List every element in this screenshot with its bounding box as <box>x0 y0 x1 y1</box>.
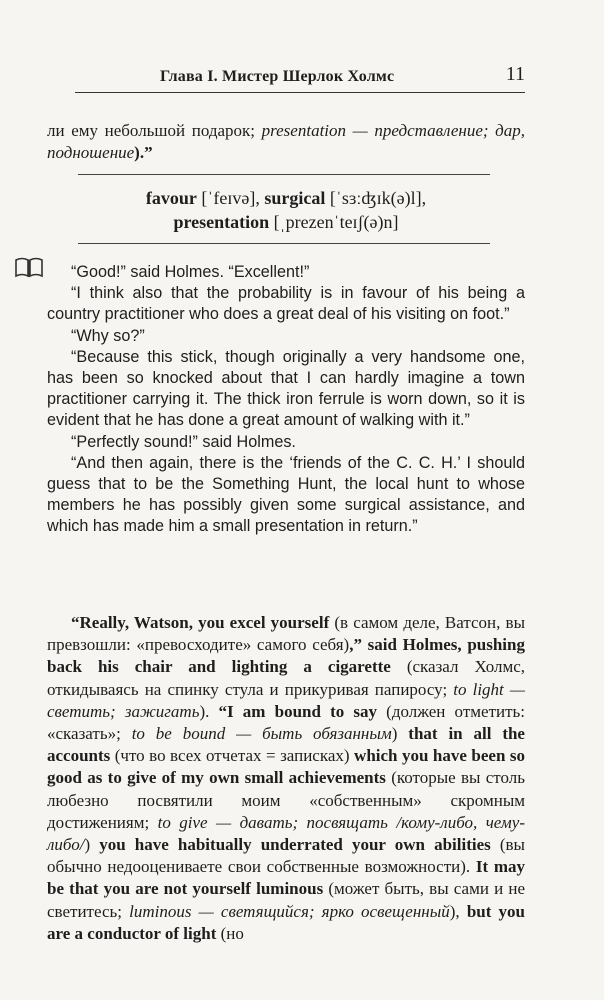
page-number: 11 <box>505 63 525 85</box>
vocab-top-rule <box>78 174 490 175</box>
english-line-5: “Perfectly sound!” said Holmes. <box>71 432 296 451</box>
vocab-bottom-rule <box>78 243 490 244</box>
open-book-icon <box>14 257 44 279</box>
english-line-3: “Why so?” <box>71 326 145 345</box>
english-line-4: “Because this stick, though originally a very handsome one, has been so knocked about that I can hardly imagine a town practitioner carrying it. The thick iron ferrule is worn down, so it is evident that he has done a great amount of walking with it.” <box>47 347 525 430</box>
english-line-6: “And then again, there is the ‘friends of the C. C. H.’ I should guess that to be the Something Hunt, the local hunt to whose members he has possibly given some surgical assistance, and which has made him a small presentation in return.” <box>47 453 525 536</box>
vocab-line-1: favour [ˈfeɪvə], surgical [ˈsɜːʤɪk(ə)l], <box>145 188 427 208</box>
running-title: Глава I. Мистер Шерлок Холмс <box>160 68 395 85</box>
vocab-line-2: presentation [ˌprezenˈteɪʃ(ə)n] <box>173 212 399 232</box>
english-line-2: “I think also that the probability is in favour of his being a country practitioner who does a great deal of his visiting on foot.” <box>47 284 525 324</box>
vocab-box <box>47 186 525 234</box>
english-line-1: “Good!” said Holmes. “Excellent!” <box>71 263 310 281</box>
russian-commentary: “Really, Watson, you excel yourself (в самом деле, Ватсон, вы превзошли: «превосходите» самого себя),” said Holmes, pushing back his chair and lighting a cigarette (сказал Холмс, откидываясь на спинку стула и прикуривая папиросу; to light — светить; зажигать). “I am bound to say (должен отметить: «сказать»; to be bound — быть обязанным) that in all the accounts (что во всех отчетах = записках) which you have been so good as to give of my own small achievements (которые вы столь любезно посвятили моим «собственным» скромным достижениям; to give — давать; посвящать /кому-либо, чему-либо/) you have habitually underrated your own abilities (вы обычно недооцениваете свои собственные возможности). It may be that you are not yourself luminous (может быть, вы сами и не светитесь; luminous — светящийся; ярко освещенный), but you are a conductor of light (но <box>47 613 526 943</box>
running-header <box>75 60 525 93</box>
top-paragraph: ли ему небольшой подарок; presentation — представление; дар, подношение).” <box>47 121 525 162</box>
english-passage <box>47 262 525 538</box>
